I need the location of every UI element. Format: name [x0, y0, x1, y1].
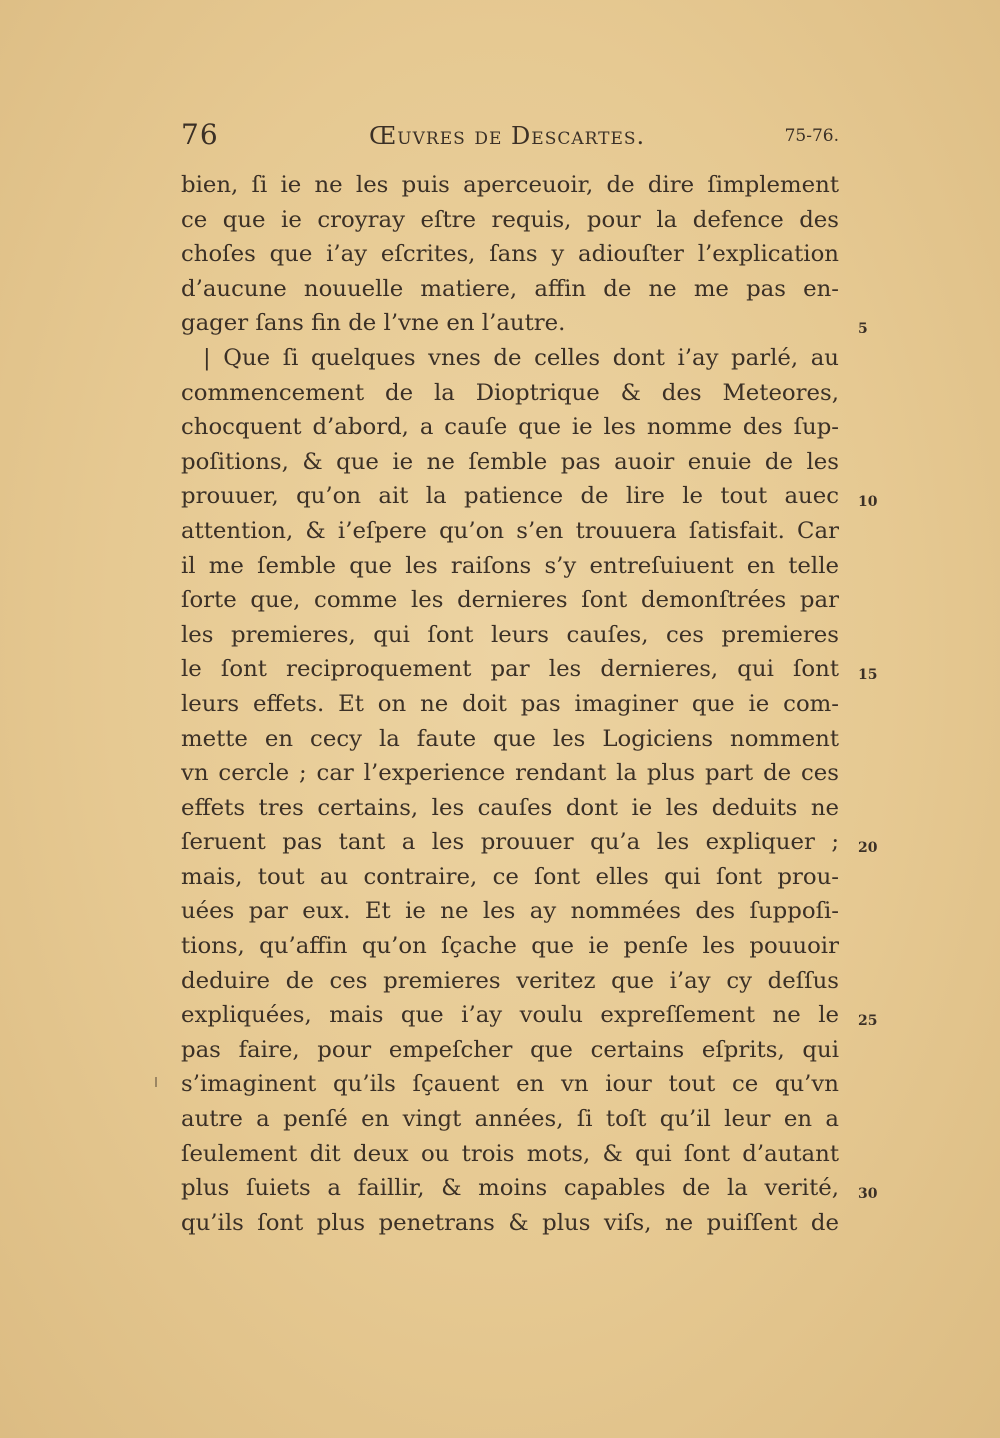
text-line: qu’ils ſont plus penetrans & plus viſs, ne puiſſent de — [181, 1209, 839, 1236]
text-line: gager ſans fin de l’vne en l’autre. — [181, 310, 566, 337]
text-line: deduire de ces premieres veritez que i’ay cy deſſus — [181, 967, 839, 994]
text-line: ſeruent pas tant a les prouuer qu’a les expliquer ; — [181, 829, 839, 856]
line-number: 30 — [858, 1186, 878, 1202]
text-line: effets tres certains, les cauſes dont ie les deduits ne — [181, 794, 839, 821]
text-line: chocquent d’abord, a cauſe que ie les nomme des ſup- — [181, 414, 839, 441]
text-line: autre a penſé en vingt années, ſi toſt qu’il leur en a — [181, 1106, 839, 1133]
page-number: 76 — [181, 118, 219, 151]
text-line: mais, tout au contraire, ce ſont elles qui ſont prou- — [181, 863, 839, 890]
text-line: uées par eux. Et ie ne les ay nommées des ſuppoſi- — [181, 898, 839, 925]
text-line: pas faire, pour empeſcher que certains eſprits, qui — [181, 1036, 839, 1063]
text-line: plus ſuiets a faillir, & moins capables de la verité, — [181, 1175, 839, 1202]
text-line: tions, qu’affin qu’on ſçache que ie penſe les pouuoir — [181, 933, 839, 960]
line-number: 15 — [858, 667, 878, 683]
text-line: le ſont reciproquement par les dernieres, qui ſont — [181, 656, 839, 683]
text-line: les premieres, qui ſont leurs cauſes, ces premieres — [181, 621, 839, 648]
line-number: 10 — [858, 494, 878, 510]
text-line: expliquées, mais que i’ay voulu expreſſement ne le — [181, 1002, 839, 1029]
text-line: poſitions, & que ie ne ſemble pas auoir enuie de les — [181, 448, 839, 475]
text-line: ce que ie croyray eſtre requis, pour la defence des — [181, 206, 839, 233]
line-number: 20 — [858, 840, 878, 856]
line-number: 25 — [858, 1013, 878, 1029]
page-range: 75-76. — [784, 126, 839, 146]
text-line: ſeulement dit deux ou trois mots, & qui ſont d’autant — [181, 1140, 839, 1167]
text-line: attention, & i’eſpere qu’on s’en trouuera ſatisfait. Car — [181, 517, 839, 544]
text-line: vn cercle ; car l’experience rendant la plus part de ces — [181, 760, 839, 787]
text-line: s’imaginent qu’ils ſçauent en vn iour tout ce qu’vn — [181, 1071, 839, 1098]
text-line: il me ſemble que les raiſons s’y entreſuiuent en telle — [181, 552, 839, 579]
text-line: commencement de la Dioptrique & des Meteores, — [181, 379, 839, 406]
text-line: mette en cecy la faute que les Logiciens nomment — [181, 725, 839, 752]
text-line: prouuer, qu’on ait la patience de lire le tout auec — [181, 483, 839, 510]
body-text — [181, 168, 839, 1240]
margin-stray-mark — [155, 1077, 157, 1087]
text-line: leurs effets. Et on ne doit pas imaginer que ie com- — [181, 690, 839, 717]
line-number: 5 — [858, 321, 868, 337]
page-header — [181, 118, 839, 158]
running-title: Œuvres de Descartes. — [369, 122, 646, 150]
text-line: | Que ſi quelques vnes de celles dont i’ay parlé, au — [203, 344, 839, 371]
text-line: bien, ſi ie ne les puis aperceuoir, de dire ſimplement — [181, 172, 839, 198]
text-line: choſes que i’ay eſcrites, ſans y adiouſter l’explication — [181, 241, 839, 268]
text-line: ſorte que, comme les dernieres ſont demonſtrées par — [181, 587, 839, 614]
text-line: d’aucune nouuelle matiere, affin de ne me pas en- — [181, 275, 839, 302]
